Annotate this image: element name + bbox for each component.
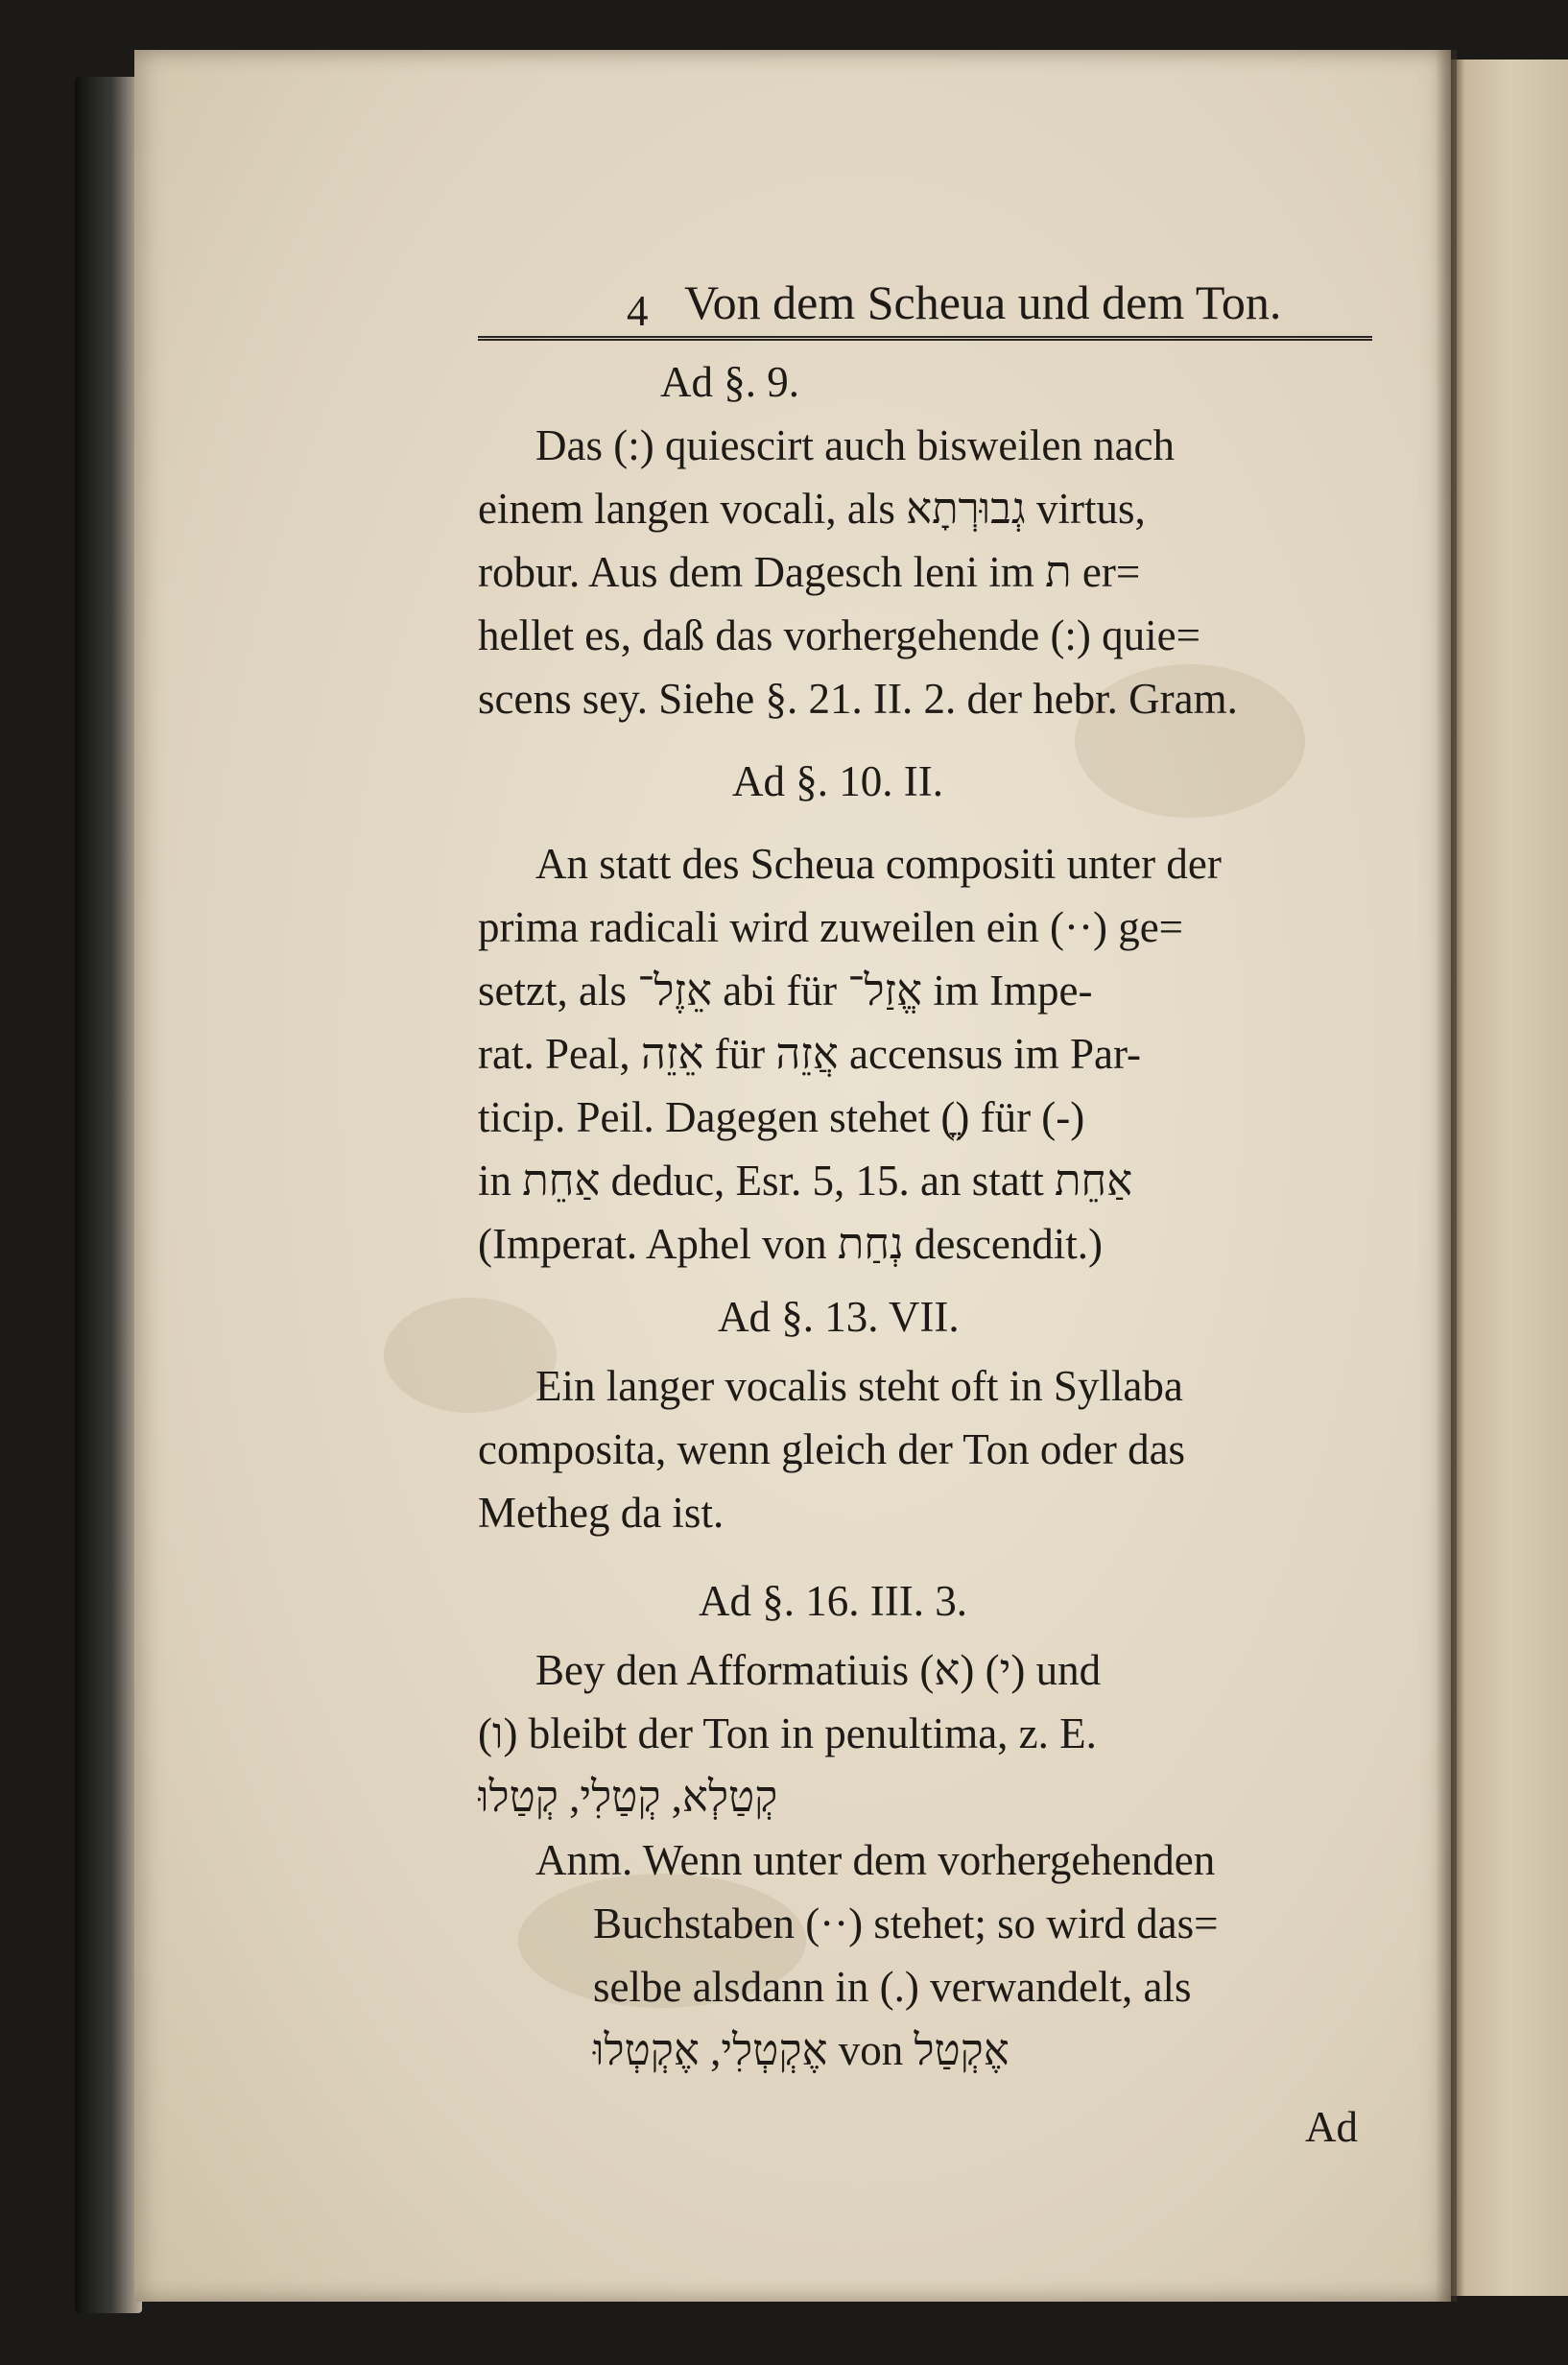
text-line: scens sey. Siehe §. 21. II. 2. der hebr. Gram. xyxy=(478,675,1238,723)
section-heading: Ad §. 10. II. xyxy=(732,757,943,805)
text-line: prima radicali wird zuweilen ein (··) ge= xyxy=(478,903,1184,951)
text-line: An statt des Scheua compositi unter der xyxy=(535,840,1222,888)
note-line: selbe alsdann in (.) verwandelt, als xyxy=(593,1963,1192,2011)
note-line: Anm. Wenn unter dem vorhergehenden xyxy=(535,1836,1216,1884)
book-spine-edge xyxy=(75,77,142,2313)
text-line: composita, wenn gleich der Ton oder das xyxy=(478,1425,1186,1473)
section-heading: Ad §. 13. VII. xyxy=(718,1293,960,1341)
page-gutter-shadow xyxy=(1436,50,1457,2302)
text-line: rat. Peal, אֵזֵה für אֲזֵה accensus im Par- xyxy=(478,1030,1142,1078)
section-body xyxy=(478,414,1372,730)
catchword: Ad xyxy=(1305,2103,1358,2151)
text-line: Das (:) quiescirt auch bisweilen nach xyxy=(535,421,1176,469)
page-text xyxy=(478,265,1372,2082)
text-line: Bey den Afformatiuis (א) (י) und xyxy=(535,1646,1102,1694)
text-line: Metheg da ist. xyxy=(478,1489,725,1537)
section-body xyxy=(478,1354,1372,1544)
running-header xyxy=(478,265,1372,341)
facing-page-edge xyxy=(1451,60,1568,2296)
running-title: Von dem Scheua und dem Ton. xyxy=(684,275,1282,329)
section-body xyxy=(478,1638,1372,2082)
section-ad-16 xyxy=(478,1569,1372,2082)
text-line: (Imperat. Aphel von נְחַת descendit.) xyxy=(478,1220,1104,1268)
text-line: hellet es, daß das vorhergehende (:) quie= xyxy=(478,611,1201,659)
note-line: Buchstaben (··) stehet; so wird das= xyxy=(593,1899,1219,1947)
section-ad-9 xyxy=(478,350,1372,730)
section-ad-10 xyxy=(478,750,1372,1276)
text-line: robur. Aus dem Dagesch leni im ת er= xyxy=(478,548,1141,596)
page-number: 4 xyxy=(627,287,649,335)
section-ad-13 xyxy=(478,1285,1372,1544)
section-heading: Ad §. 9. xyxy=(660,358,799,406)
hebrew-line: קְטַלְא, קְטַלִי, קְטַלוּ xyxy=(478,1773,778,1821)
section-body xyxy=(478,832,1372,1276)
note-line: אֶקְטְלִי, אֶקְטְלוּ von אֶקְטַל xyxy=(593,2026,1010,2074)
text-line: setzt, als אֵזֶל־ abi für אֱזַל־ im Impe- xyxy=(478,967,1093,1015)
section-heading: Ad §. 16. III. 3. xyxy=(699,1577,967,1625)
text-line: (ו) bleibt der Ton in penultima, z. E. xyxy=(478,1709,1097,1757)
text-line: in אַחֵת deduc, Esr. 5, 15. an statt אַחֵת xyxy=(478,1157,1133,1205)
text-line: einem langen vocali, als גְבוּרְתָא virtus, xyxy=(478,485,1146,533)
text-line: Ein langer vocalis steht oft in Syllaba xyxy=(535,1362,1183,1410)
text-line: ticip. Peil. Dagegen stehet (ֳ) für (-) xyxy=(478,1093,1085,1141)
